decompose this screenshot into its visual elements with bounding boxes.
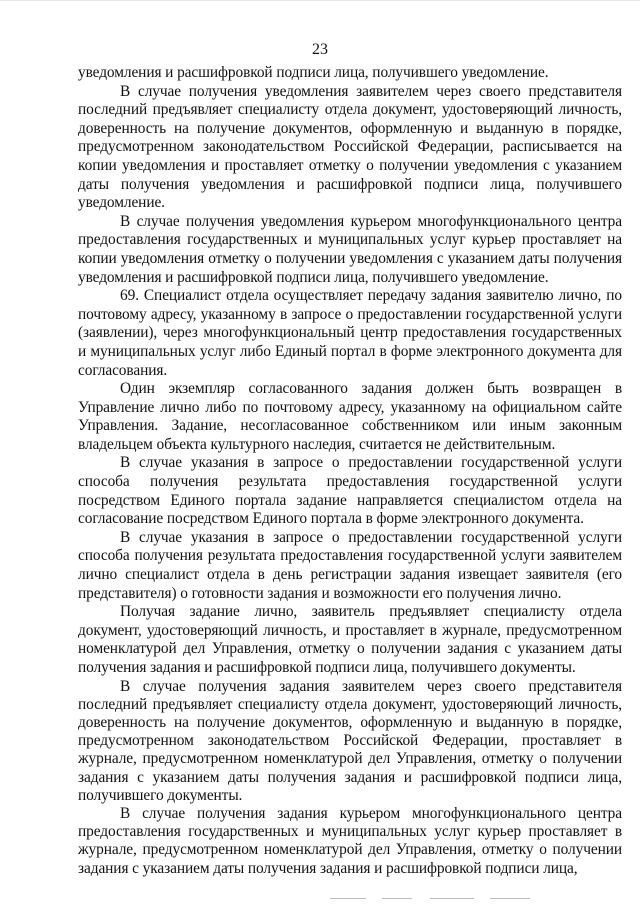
paragraph-in-person-result: В случае указания в запросе о предоставлении государственной услуги способа получения результата предоставления государственной услуги заявителем лично специалист отдела в день регистрации задания извещает заявителя (его представителя) о готовности задания и возможности его получения лично. [78, 528, 622, 602]
paragraph-item-69: 69. Специалист отдела осуществляет передачу задания заявителю лично, по почтовому адресу, указанному в запросе о предоставлении государственной услуги (заявлении), через многофункциональный центр предоставления государственных и муниципальных услуг либо Единый портал в форме электронного документа для согласования. [78, 287, 622, 379]
paragraph-courier-notice: В случае получения уведомления курьером многофункционального центра предоставления государственных и муниципальных услуг курьер проставляет на копии уведомления отметку о получении уведомления с указанием даты получения уведомления и расшифровкой подписи лица, получившего уведомление. [78, 212, 622, 286]
scan-bottom-marks [330, 898, 570, 900]
paragraph-receiving-in-person: Получая задание лично, заявитель предъявляет специалисту отдела документ, удостоверяющий личность, и проставляет в журнале, предусмотренном номенклатурой дел Управления, отметку о получении задания с указанием даты получения задания и расшифровкой подписи лица, получившего документы. [78, 603, 622, 676]
scan-top-edge [0, 0, 640, 1]
paragraph-single-portal: В случае указания в запросе о предоставлении государственной услуги способа получения результата предоставления государственной услуги посредством Единого портала задание направляется специалистом отдела на согласование посредством Единого портала в форме электронного документа. [78, 454, 622, 528]
paragraph-return-copy: Один экземпляр согласованного задания должен быть возвращен в Управление лично либо по почтовому адресу, указанному на официальном сайте Управления. Задание, несогласованное собственником или иным законным владельцем объекта культурного наследия, считается не действительным. [78, 380, 622, 453]
page-number: 23 [312, 41, 328, 58]
paragraph-representative-receipt: В случае получения задания заявителем через своего представителя последний предъявляет специалисту отдела документ, удостоверяющий личность, доверенность на получение документов, оформленную и выданную в порядке, предусмотренном законодательством Российской Федерации, проставляет в журнале, предусмотренном номенклатурой дел Управления, отметку о получении задания с указанием даты получения задания и расшифровкой подписи лица, получившего документы. [78, 677, 622, 804]
paragraph-continuation: уведомления и расшифровкой подписи лица, получившего уведомление. [78, 64, 549, 81]
document-body [78, 64, 622, 878]
paragraph-representative-notice: В случае получения уведомления заявителем через своего представителя последний предъявляет специалисту отдела документ, удостоверяющий личность, доверенность на получение документов, оформленную и выданную в порядке, предусмотренном законодательством Российской Федерации, расписывается на копии уведомления и проставляет отметку о получении уведомления с указанием даты получения уведомления и расшифровкой подписи лица, получившего уведомление. [78, 82, 622, 212]
paragraph-courier-receipt: В случае получения задания курьером многофункционального центра предоставления государственных и муниципальных услуг курьер проставляет в журнале, предусмотренном номенклатурой дел Управления, отметку о получении задания с указанием даты получения задания и расшифровкой подписи лица, [78, 805, 622, 877]
